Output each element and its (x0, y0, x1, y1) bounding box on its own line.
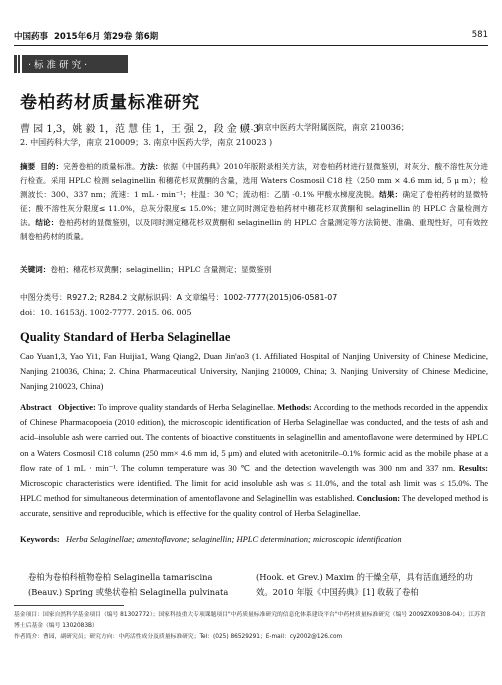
keywords-cn-text: 卷柏；穗花杉双黄酮；selaginellin；HPLC 含量测定；显微鉴别 (50, 265, 272, 274)
methods-cn: 依据《中国药典》2010年版附录相关方法，对卷柏药材进行显微鉴别，对灰分、酸不溶性灰分进行检查。采用 HPLC 检测 selaginellin 和穗花杉双黄酮的含量，选用 Waters Cosmosil C18 柱（250 mm × 4.6 mm id, 5 μ m）；检测波长：300、337 nm；流速：1 mL · min⁻¹；柱温：30 ℃；流动相：乙腈 -0.1% 甲酸水梯度洗脱。 (20, 162, 489, 199)
authors-cn: 曹 园 1,3，姚 毅 1，范 慧 佳 1，王 强 2，段 金 廒 3 (20, 124, 260, 135)
methods-en-label: Methods: (277, 402, 312, 412)
methods-en: According to the methods recorded in the appendix of Chinese Pharmacopoeia (2010 edition), the microscopic identification of Herba Selaginellae was conducted, and the tests of ash and acid–insoluble ash were carried out. The contents of bioactive constituents in selaginellin and amentoflavone were determined by HPLC on a Waters Cosmosil C18 column (250 mm× 4.6 mm id, 5 μm) and eluted with acetonitrile–0.1% formic acid as the mobile phase at a flow rate of 1 mL · min⁻¹. The column temperature was 30 ℃ and the detection wavelength was 300 nm and 337 nm. (20, 402, 489, 473)
title-en: Quality Standard of Herba Selaginellae (20, 330, 231, 344)
classification-line: 中图分类号：R927.2; R284.2 文献标识码：A 文章编号：1002-7777(2015)06-0581-07 (20, 293, 338, 302)
abstract-en (20, 400, 488, 522)
keywords-en-label: Keywords: (20, 534, 60, 544)
conclusion-cn-label: 结论： (35, 218, 59, 227)
results-en: Microscopic characteristics were identified. The limit for acid insoluble ash was ≤ 11.0%, and the total ash limit was ≤ 15.0%. The HPLC method for simultaneous determination of amentoflavone and Selaginellin was established. (20, 478, 488, 504)
footnote-funding: 基金项目：国家自然科学基金项目（编号 81302772）；国家科技重大专项课题项目"中药质量标准研究的信息化体系建设平台"中药材质量标准研究（编号 2009ZX09308-04）；江苏省博士后基金（编号 1302083B） (14, 612, 486, 629)
results-en-label: Results: (458, 462, 488, 473)
authors-en: Cao Yuan1,3, Yao Yi1, Fan Huijia1, Wang Qiang2, Duan Jin'ao3 (1. Affiliated Hospital of Nanjing University of Chinese Medicine, Nanjing 210036, China; 2. China Pharmaceutical University, Nanjing 210009, China; 3. Nanjing University of Chinese Medicine, Nanjing 210023, China) (20, 351, 488, 391)
title-cn: 卷柏药材质量标准研究 (20, 93, 200, 113)
affiliation-cn-2: 2. 中国药科大学，南京 210009；3. 南京中医药大学，南京 210023 ) (20, 138, 273, 147)
running-header (14, 30, 488, 44)
results-cn-label: 结果： (379, 190, 403, 199)
conclusion-en-label: Conclusion: (356, 493, 401, 504)
footnote-rule (14, 605, 124, 606)
tag-bar2-icon (20, 55, 22, 73)
section-tag (14, 55, 128, 73)
conclusion-cn: 卷柏药材的显微鉴别，以及同时测定穗花杉双黄酮和 selaginellin 的 HPLC 含量测定等方法简便、准确、重现性好，可有效控制卷柏药材的质量。 (20, 218, 489, 241)
objective-cn-label: 目的： (40, 162, 64, 171)
keywords-en-text: Herba Selaginellae; amentoflavone; selaginellin; HPLC determination; microscopic identification (66, 534, 402, 544)
header-rule (14, 45, 488, 46)
tag-bar-icon (14, 55, 18, 73)
page-number: 581 (471, 30, 488, 40)
methods-cn-label: 方法： (139, 162, 163, 171)
objective-en-label: Objective: (58, 402, 96, 412)
abstract-cn (20, 160, 488, 244)
abstract-cn-label: 摘要 (20, 162, 36, 171)
body-column-2: (Hook. et Grev.) Maxim 的干燥全草，具有活血通经的功效。2010 年版《中国药典》[1] 收载了卷柏 (256, 572, 473, 597)
conclusion-en: The developed method is accurate, sensitive and reproducible, which is effective for the quality control of Herba Selaginellae. (20, 493, 488, 519)
objective-cn: 完善卷柏的质量标准。 (63, 162, 140, 171)
keywords-en (20, 534, 488, 544)
results-cn: 确定了卷柏药材的显微特征；酸不溶性灰分限度≤ 11.0%，总灰分限度≤ 15.0%；建立同时测定卷柏药材中穗花杉双黄酮和 selaginellin 的 HPLC 含量检测方法。 (20, 190, 488, 227)
footnote-author: 作者简介：曹园，副研究员；研究方向：中药活性成分及质量标准研究；Tel：(025) 86529291；E-mail：cy2002@126.com (14, 634, 343, 640)
affiliation-cn-1: ( 1. 南京中医药大学附属医院，南京 210036； (240, 123, 409, 132)
doi-line: doi：10. 16153/j. 1002-7777. 2015. 06. 005 (20, 308, 192, 317)
objective-en: To improve quality standards of Herba Selaginellae. (97, 402, 276, 412)
footnotes (14, 610, 488, 643)
keywords-cn (20, 264, 488, 275)
keywords-cn-label: 关键词： (20, 265, 51, 274)
body-column-1: 卷柏为卷柏科植物卷柏 Selaginella tamariscina (Beauv.) Spring 或垫状卷柏 Selaginella pulvinata (28, 572, 229, 597)
header-journal-issue: 中国药事 2015年6月 第29卷 第6期 (14, 32, 159, 42)
abstract-en-label: Abstract (20, 402, 52, 412)
section-tag-label: · 标 准 研 究 · (28, 60, 88, 71)
